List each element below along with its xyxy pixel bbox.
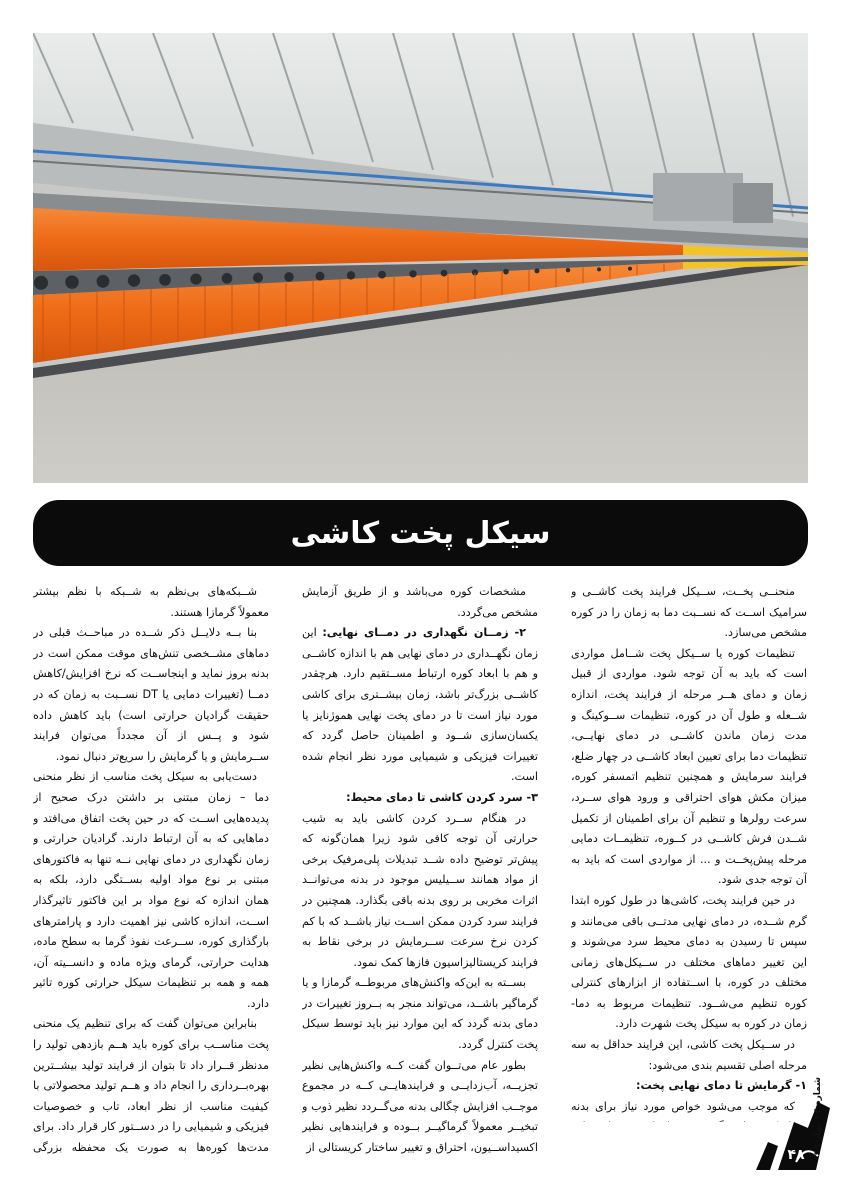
burner-port — [253, 273, 263, 283]
paragraph: بنا بــه دلایــل ذکر شــده در مباحــث قبلی در دماهای مشــخصی تنش‌های موقت ممکن است در بدنه بروز نماید و اینجاســت که نرخ افزایش/کاهش دمــا (تغییرات دمایی یا DT نســبت به زمان که در حقیقت گرادیان حرارتی است) باید کاهش داده شود و پــس از آن مجدداً می‌توان فرایند ســرمایش و یا گرمایش را سریع‌تر دنبال نمود. — [33, 626, 269, 763]
paragraph: بطور عام می‌تــوان گفت کــه واکنش‌هایی نظیر تجزیــه، آب‌زدایــی و فرایندهایــی کــه در مجموع موجــب افزایش چگالی بدنه می‌گــردد نظیر ذوب و تبخیــر معمولاً گرماگیــر بــوده و فرایندهایی نظیر اکسیداســیون، احتراق و تغییر ساختار کریستالی از — [302, 1058, 538, 1155]
inline-heading: ۲- زمــان نگهداری در دمــای نهایی: — [322, 626, 526, 640]
paragraph: در ســیکل پخت کاشی، این فرایند حداقل به سه مرحله اصلی تقسیم بندی می‌شود: — [571, 1038, 807, 1072]
title-banner — [33, 500, 808, 566]
burner-port — [284, 272, 294, 282]
burner-port — [378, 271, 386, 279]
burner-port — [97, 275, 110, 288]
paragraph: در هنگام ســرد کردن کاشی باید به شیب حرارتی آن توجه کافی شود زیرا همان‌گونه که پیش‌تر توضیح داده شــد تبدیلات پلی‌مرفیک برخی از مواد همانند ســیلیس موجود در بدنه می‌توانــد اثرات مخربی بر روی بدنه باقی بگذارد. همچنین در فرایند سرد کردن ممکن اســت نیاز باشــد که با کم کردن نرخ سرعت ســرمایش در برخی نقاط به فرایند کریستالیزاسیون فازها کمک نمود. — [302, 811, 538, 969]
burner-port — [441, 270, 448, 277]
burner-port — [597, 267, 601, 271]
paragraph: بنابراین می‌توان گفت که برای تنظیم یک منحنی پخت مناســب برای کوره باید هــم بازدهی تولید را مدنظر قــرار داد تا بتوان از فرایند تولید بیشــترین بهره‌بــرداری را انجام داد و هــم تولید محصولاتی با کیفیت مناسب از نظر ابعاد، تاب و خصوصیات فیزیکی و شیمیایی را در دســتور کار قرار داد. برای مدت‌ها کوره‌ها به صورت یک محفظه بزرگی — [33, 1017, 269, 1155]
burner-port — [128, 274, 140, 286]
paragraph: دست‌یابی به سیکل پخت مناسب از نظر منحنی دما – زمان مبتنی بر داشتن درک صحیح از پدیده‌هایی اســت که در حین پخت اتفاق می‌افتد و دماهایی که به آن ارتباط دارند. گرادیان حرارتی و زمان نگهداری در دمای نهایی نــه تنها به فاکتورهای مبتنی بر نوع مواد اولیه بســتگی دارد، بلکه به همان اندازه که نوع مواد بر این فاکتور تاثیرگذار اســت، اندازه کاشی نیز اهمیت دارد و پارامترهای بارگذاری کوره، ســرعت نفوذ گرما به سطح ماده، هدایت حرارتی، گرمای ویژه ماده و دانســیته آن، همه و همه بر تنظیمات سیکل حرارتی کوره تاثیر دارد. — [33, 770, 269, 1010]
burner-port — [503, 269, 509, 275]
burner-port — [222, 273, 233, 284]
burner-port — [65, 275, 78, 288]
burner-port — [34, 276, 48, 290]
paragraph: که موجب می‌شود خواص مورد نیاز برای بدنه — [571, 1099, 795, 1113]
kiln-hall-illustration — [33, 33, 808, 483]
text-column-middle — [302, 582, 538, 1162]
burner-port — [628, 267, 632, 271]
paragraph: در حین فرایند پخت، کاشی‌ها در طول کوره ابتدا گرم شــده، در دمای نهایی مدتــی باقی می‌مانند و سپس تا رسیدن به دمای محیط سرد می‌شوند و این تغییر دماهای مختلف در ســیکل‌های زمانی مختلف در کوره، با اســتفاده از ابزارهای کنترلی کوره تنظیم می‌شــود. تنظیمات مربوط به دما-زمان در کوره به سیکل پخت شهرت دارد. — [571, 893, 807, 1031]
paragraph: منحنــی پخــت، ســیکل فرایند پخت کاشــی و سرامیک اســت که نســبت دما به زمان را در کوره مشخص می‌سازد. — [571, 585, 807, 640]
paragraph-text: این زمان نگهــداری در دمای نهایی هم با اندازه کاشــی و هم با ابعاد کوره ارتباط مســتقیم دارد. هرچقدر کاشــی بزرگ‌تر باشد، زمان بیشــتری برای کاشی مورد نیاز است تا در دمای پخت نهایی هموژنایز یا یکسان‌سازی شــود و اطمینان حاصل گردد که تغییرات فیزیکی و شیمیایی مورد نظر انجام شده است. — [302, 626, 538, 784]
article-title: سیکل پخت کاشی — [290, 515, 551, 551]
burner-port — [159, 274, 171, 286]
paragraph: بســته به این‌که واکنش‌های مربوطــه گرمازا و یا گرماگیر باشــد، می‌تواند منجر به بــروز تغییرات در دمای بدنه گردد که این موارد نیز باید توسط سیکل پخت کنترل گردد. — [302, 976, 538, 1052]
text-column-left — [33, 582, 269, 1162]
burner-port — [190, 273, 201, 284]
burner-port — [409, 270, 416, 277]
page-number: ۴۸ — [787, 1147, 805, 1163]
paragraph — [302, 623, 538, 788]
burner-port — [566, 268, 570, 272]
issue-text: شماره ۴۷ بهار ۹۹ — [813, 1076, 823, 1156]
issue-label — [807, 1068, 829, 1164]
paragraph: شــبکه‌های بی‌نظم به شــبکه با نظم بیشتر معمولاً گرمازا هستند. — [33, 585, 269, 619]
text-column-right — [571, 582, 807, 1122]
paragraph: تنظیمات کوره یا ســیکل پخت شــامل مواردی است که باید به آن توجه شود. مواردی از قبیل زمان و دمای هــر مرحله از فرایند پخت، اندازه شــعله و طول آن در کوره، تنظیمات ســوکینگ و مدت زمان ماندن کاشــی در دمای نهایــی، تنظیمات دما برای تعیین ابعاد کاشــی در چهار ضلع، فرایند سرمایش و همچنین تنظیم اتمسفر کوره، میزان مکش هوای احتراقی و ورود هوای ســرد، سرعت رولرها و تنظیم آن برای اطمینان از تکمیل شــدن فرش کاشــی در کــوره، تنظیمــات دمایی مرحله پیش‌پخــت و ... از مواردی است که باید به آن توجه جدی شود. — [571, 646, 807, 887]
burner-port — [534, 268, 539, 273]
article-photo — [33, 33, 808, 483]
section-heading: ۱- گرمایش تا دمای نهایی پخت: — [636, 1079, 807, 1093]
burner-port — [347, 271, 355, 279]
paragraph: مشخصات کوره می‌باشد و از طریق آزمایش مشخص می‌گردد. — [302, 585, 538, 619]
section-heading: ۳- سرد کردن کاشی تا دمای محیط: — [346, 790, 538, 804]
burner-port — [316, 272, 325, 281]
